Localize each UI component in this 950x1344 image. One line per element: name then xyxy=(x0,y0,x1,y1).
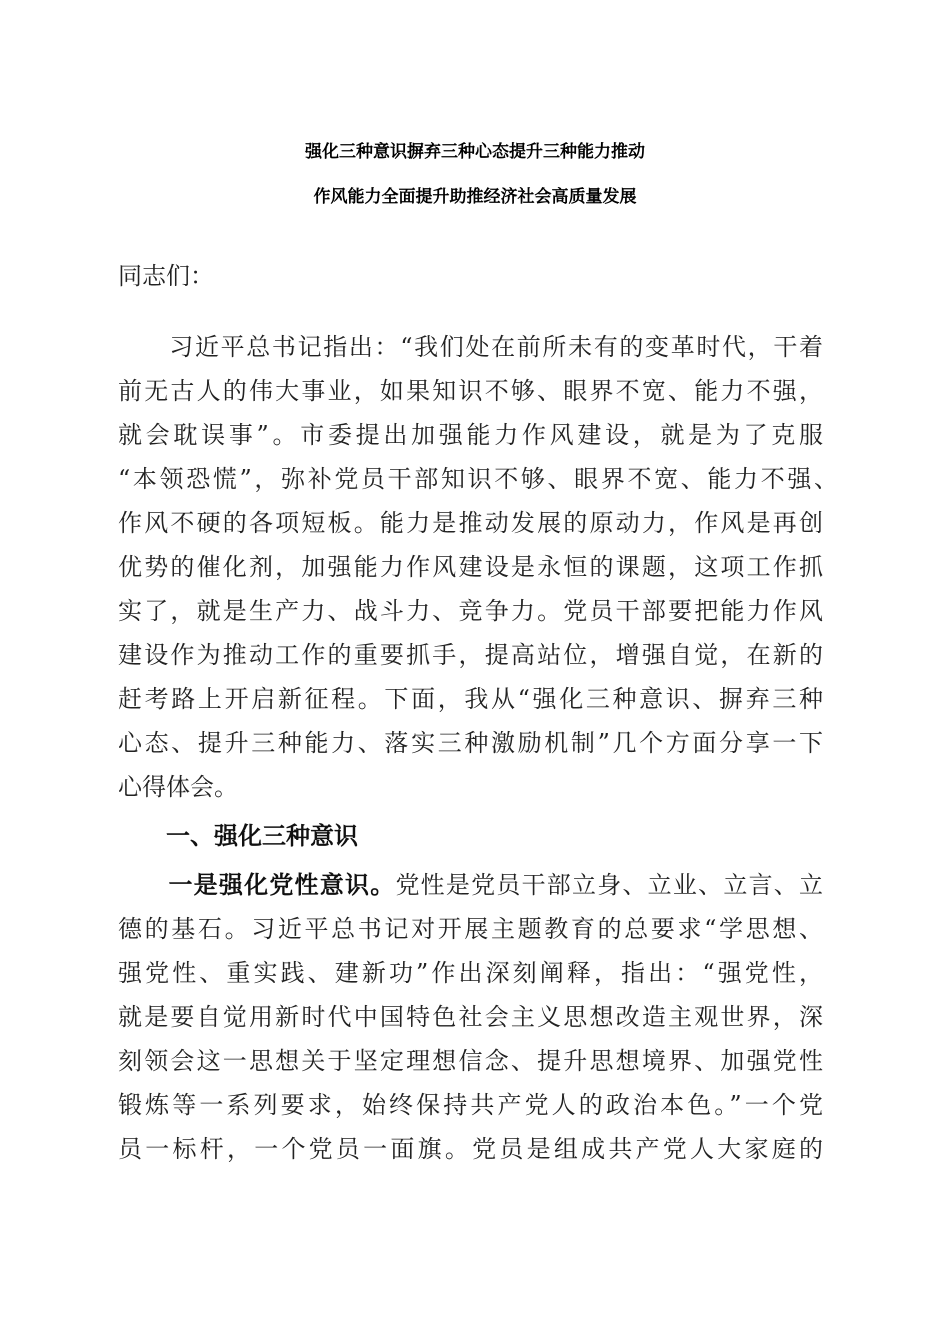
body-line: 锻炼等一系列要求，始终保持共产党人的政治本色。”一个党 xyxy=(118,1091,823,1119)
body-line: 就会耽误事”。市委提出加强能力作风建设，就是为了克服 xyxy=(118,421,823,449)
point-lead: 一是强化党性意识。 xyxy=(118,871,396,899)
body-line: 建设作为推动工作的重要抓手，提高站位，增强自觉，在新的 xyxy=(118,641,823,669)
body-line: 赶考路上开启新征程。下面，我从“强化三种意识、摒弃三种 xyxy=(118,685,823,713)
body-line: 就是要自觉用新时代中国特色社会主义思想改造主观世界，深 xyxy=(118,1003,823,1031)
body-line: 习近平总书记指出：“我们处在前所未有的变革时代，干着 xyxy=(118,333,823,361)
document-title-line-1: 强化三种意识摒弃三种心态提升三种能力推动 xyxy=(305,142,645,162)
body-line: “本领恐慌”，弥补党员干部知识不够、眼界不宽、能力不强、 xyxy=(118,465,838,493)
body-line: 员一标杆，一个党员一面旗。党员是组成共产党人大家庭的 xyxy=(118,1135,823,1163)
section-heading: 一、强化三种意识 xyxy=(118,822,358,850)
point-first-line xyxy=(118,865,823,900)
body-line: 刻领会这一思想关于坚定理想信念、提升思想境界、加强党性 xyxy=(118,1047,823,1075)
body-line: 强党性、重实践、建新功”作出深刻阐释，指出：“强党性， xyxy=(118,959,823,987)
body-line: 优势的催化剂，加强能力作风建设是永恒的课题，这项工作抓 xyxy=(118,553,823,581)
body-line: 实了，就是生产力、战斗力、竞争力。党员干部要把能力作风 xyxy=(118,597,823,625)
body-line: 德的基石。习近平总书记对开展主题教育的总要求“学思想、 xyxy=(118,915,823,943)
body-line: 心态、提升三种能力、落实三种激励机制”几个方面分享一下 xyxy=(118,729,823,757)
salutation: 同志们： xyxy=(118,262,214,290)
point-first-rest: 党性是党员干部立身、立业、立言、立 xyxy=(395,871,824,899)
body-line: 前无古人的伟大事业，如果知识不够、眼界不宽、能力不强， xyxy=(118,377,823,405)
body-line: 作风不硬的各项短板。能力是推动发展的原动力，作风是再创 xyxy=(118,509,823,537)
document-title-line-2: 作风能力全面提升助推经济社会高质量发展 xyxy=(313,187,637,207)
body-line: 心得体会。 xyxy=(118,773,238,801)
